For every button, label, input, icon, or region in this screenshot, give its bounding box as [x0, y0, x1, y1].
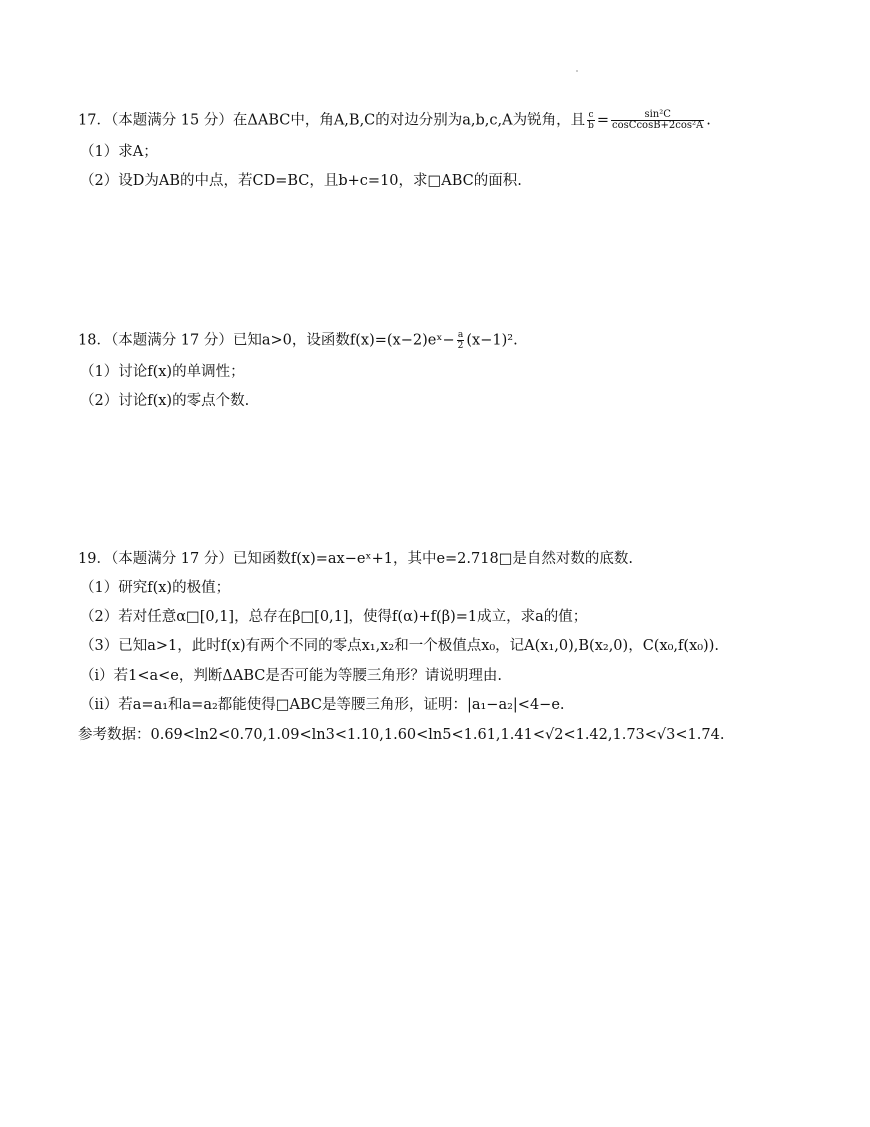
- q19-part3: （3）已知a>1，此时f(x)有两个不同的零点x₁,x₂和一个极值点x₀，记A(x₁,0),B(x₂,0)，C(x₀,f(x₀)).: [80, 638, 719, 654]
- q18-points: （本题满分 17 分）: [110, 332, 233, 349]
- q19-part3-ii: （ii）若a=a₁和a=a₂都能使得□ABC是等腰三角形，证明：|a₁−a₂|<4−e.: [80, 697, 565, 713]
- q17-fraction-sin: $\frac{\text{sin²C}}{\text{cosCcosB+2cos²A}}$: [612, 109, 704, 131]
- q19-part1: （1）研究f(x)的极值；: [80, 580, 231, 596]
- q19-part2: （2）若对任意α□[0,1]，总存在β□[0,1]，使得f(α)+f(β)=1成立，求a的值；: [80, 609, 588, 625]
- q17-part2: （2）设D为AB的中点，若CD=BC，且b+c=10，求□ABC的面积.: [80, 173, 522, 189]
- q19-part3-i: （i）若1<a<e，判断ΔABC是否可能为等腰三角形？请说明理由.: [80, 668, 502, 684]
- scan-speck: [576, 70, 578, 72]
- q17-part1: （1）求A；: [80, 144, 158, 160]
- q18-stem-text-a: 已知a>0，设函数f(x)=(x−2)eˣ−: [232, 332, 455, 349]
- q19-stem: [78, 549, 633, 569]
- q17-stem: 17．（本题满分 15 分）在ΔABC中，角A,B,C的对边分别为a,b,c,A为锐角，且 $\frac{c}{b}$ = $\frac{\text{sin²C}}{\text{cosCcosB+2cos²A}}$ .: [78, 109, 711, 131]
- q18-stem-text-b: (x−1)².: [466, 332, 518, 349]
- q18-number: 18．: [78, 332, 111, 349]
- q19-stem-text: 已知函数f(x)=ax−eˣ+1，其中e=2.718□是自然对数的底数.: [232, 551, 634, 567]
- q18-stem: [78, 330, 518, 351]
- q18-part1: （1）讨论f(x)的单调性；: [80, 364, 245, 380]
- q17-points: （本题满分 15 分）: [110, 112, 233, 129]
- q19-reference-data: 参考数据：0.69<ln2<0.70,1.09<ln3<1.10,1.60<ln5<1.61,1.41<√2<1.42,1.73<√3<1.74.: [78, 727, 725, 743]
- q17-stem-text: 在ΔABC中，角A,B,C的对边分别为a,b,c,A为锐角，且: [232, 112, 586, 129]
- q17-number: 17．: [78, 112, 111, 129]
- q19-number: 19．: [78, 551, 111, 567]
- q17-fraction-c-over-b: $\frac{c}{b}$: [588, 110, 594, 131]
- q18-fraction-a-over-2: $\frac{a}{2}$: [457, 330, 464, 351]
- q19-points: （本题满分 17 分）: [110, 551, 233, 567]
- q18-part2: （2）讨论f(x)的零点个数.: [80, 393, 250, 409]
